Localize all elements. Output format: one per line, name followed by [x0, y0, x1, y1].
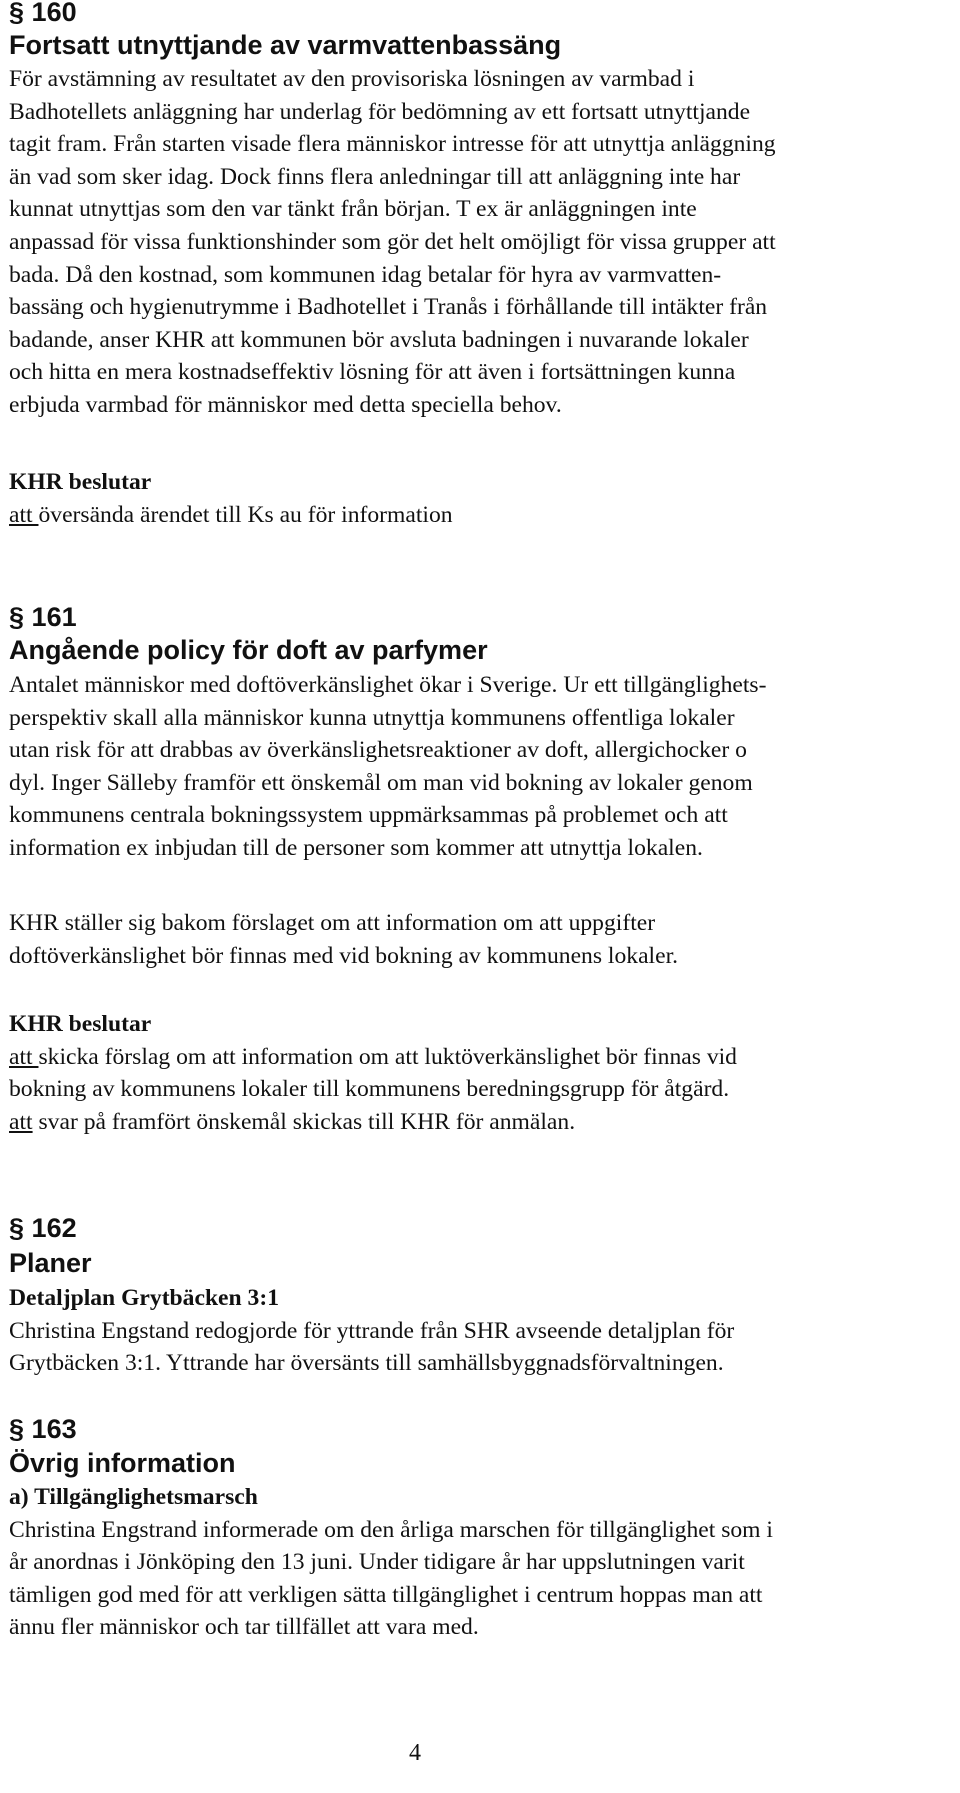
section-160-body	[9, 63, 954, 422]
body-line: badande, anser KHR att kommunen bör avsluta badningen i nuvarande lokaler	[9, 326, 749, 353]
body-line: kommunens centrala bokningssystem uppmärksammas på problemet och att	[9, 802, 728, 829]
decision-line	[9, 1041, 954, 1074]
body-line: information ex inbjudan till de personer som kommer att utnyttja lokalen.	[9, 834, 703, 861]
att-keyword: att	[9, 501, 39, 528]
paragraph-symbol: §	[9, 0, 25, 27]
body-line: och hitta en mera kostnadseffektiv lösning för att även i fortsättningen kunna	[9, 359, 736, 386]
section-subtitle: Detaljplan Grytbäcken 3:1	[9, 1285, 280, 1311]
section-number: 163	[31, 1414, 77, 1444]
section-number: 162	[31, 1213, 77, 1243]
section-160-decision	[9, 466, 954, 531]
section-subtitle: a) Tillgänglighetsmarsch	[9, 1484, 258, 1510]
body-line: perspektiv skall alla människor kunna utnyttja kommunens offentliga lokaler	[9, 704, 735, 731]
section-161-body	[9, 669, 954, 865]
att-keyword: att	[9, 1108, 33, 1135]
section-163-body	[9, 1481, 954, 1644]
page-number: 4	[409, 1740, 421, 1766]
body-line: bada. Då den kostnad, som kommunen idag betalar för hyra av varmvatten-	[9, 261, 722, 288]
body-line: dyl. Inger Sälleby framför ett önskemål om man vid bokning av lokaler genom	[9, 769, 753, 796]
decision-label: KHR beslutar	[9, 1011, 152, 1037]
decision-text: bokning av kommunens lokaler till kommunens beredningsgrupp för åtgärd.	[9, 1076, 730, 1103]
body-line: utan risk för att drabbas av överkänslighetsreaktioner av doft, allergichocker o	[9, 737, 747, 764]
section-163-title: Övrig information	[9, 1448, 236, 1478]
body-line: Grytbäcken 3:1. Yttrande har översänts till samhällsbyggnadsförvaltningen.	[9, 1350, 724, 1377]
body-line: bassäng och hygienutrymme i Badhotellet i Tranås i förhållande till intäkter från	[9, 294, 768, 321]
decision-line	[9, 1106, 954, 1139]
section-number: 160	[31, 0, 77, 27]
paragraph-symbol: §	[9, 1414, 25, 1444]
section-161-number	[9, 601, 954, 633]
section-161-decision	[9, 1008, 954, 1138]
body-line: tämligen god med för att verkligen sätta tillgänglighet i centrum hoppas man att	[9, 1581, 763, 1608]
decision-text: översända ärendet till Ks au för information	[38, 501, 453, 528]
body-line: erbjuda varmbad för människor med detta speciella behov.	[9, 391, 562, 418]
section-161-title: Angående policy för doft av parfymer	[9, 635, 488, 665]
section-161-statement	[9, 907, 954, 972]
section-162-body	[9, 1282, 954, 1380]
decision-line	[9, 1073, 954, 1106]
body-line: Badhotellets anläggning har underlag för bedömning av ett fortsatt utnyttjande	[9, 98, 751, 125]
section-163-number	[9, 1413, 954, 1445]
section-number: 161	[31, 602, 77, 632]
decision-label: KHR beslutar	[9, 469, 152, 495]
body-line: kunnat utnyttjas som den var tänkt från början. T ex är anläggningen inte	[9, 196, 697, 223]
section-162-number	[9, 1212, 954, 1244]
decision-text: skicka förslag om att information om att luktöverkänslighet bör finnas vid	[38, 1043, 737, 1070]
section-160-number	[9, 0, 954, 28]
body-line: För avstämning av resultatet av den provisoriska lösningen av varmbad i	[9, 66, 695, 92]
body-line: år anordnas i Jönköping den 13 juni. Under tidigare år har uppslutningen varit	[9, 1549, 745, 1576]
body-line: Antalet människor med doftöverkänslighet ökar i Sverige. Ur ett tillgänglighets-	[9, 672, 767, 698]
body-line: Christina Engstand redogjorde för yttrande från SHR avseende detaljplan för	[9, 1317, 735, 1344]
body-line: tagit fram. Från starten visade flera människor intresse för att utnyttja anläggning	[9, 131, 776, 158]
section-160-title: Fortsatt utnyttjande av varmvattenbassäng	[9, 30, 562, 60]
body-line: anpassad för vissa funktionshinder som gör det helt omöjligt för vissa grupper att	[9, 228, 776, 255]
body-line: än vad som sker idag. Dock finns flera anledningar till att anläggning inte har	[9, 163, 741, 190]
section-162-title: Planer	[9, 1248, 92, 1278]
paragraph-symbol: §	[9, 602, 25, 632]
att-keyword: att	[9, 1043, 39, 1070]
body-line: doftöverkänslighet bör finnas med vid bokning av kommunens lokaler.	[9, 942, 679, 969]
decision-text: svar på framfört önskemål skickas till KHR för anmälan.	[32, 1108, 576, 1135]
paragraph-symbol: §	[9, 1213, 25, 1243]
body-line: ännu fler människor och tar tillfället att vara med.	[9, 1614, 479, 1641]
decision-line	[9, 499, 954, 532]
body-line: KHR ställer sig bakom förslaget om att information om att uppgifter	[9, 910, 656, 936]
body-line: Christina Engstrand informerade om den årliga marschen för tillgänglighet som i	[9, 1516, 773, 1543]
